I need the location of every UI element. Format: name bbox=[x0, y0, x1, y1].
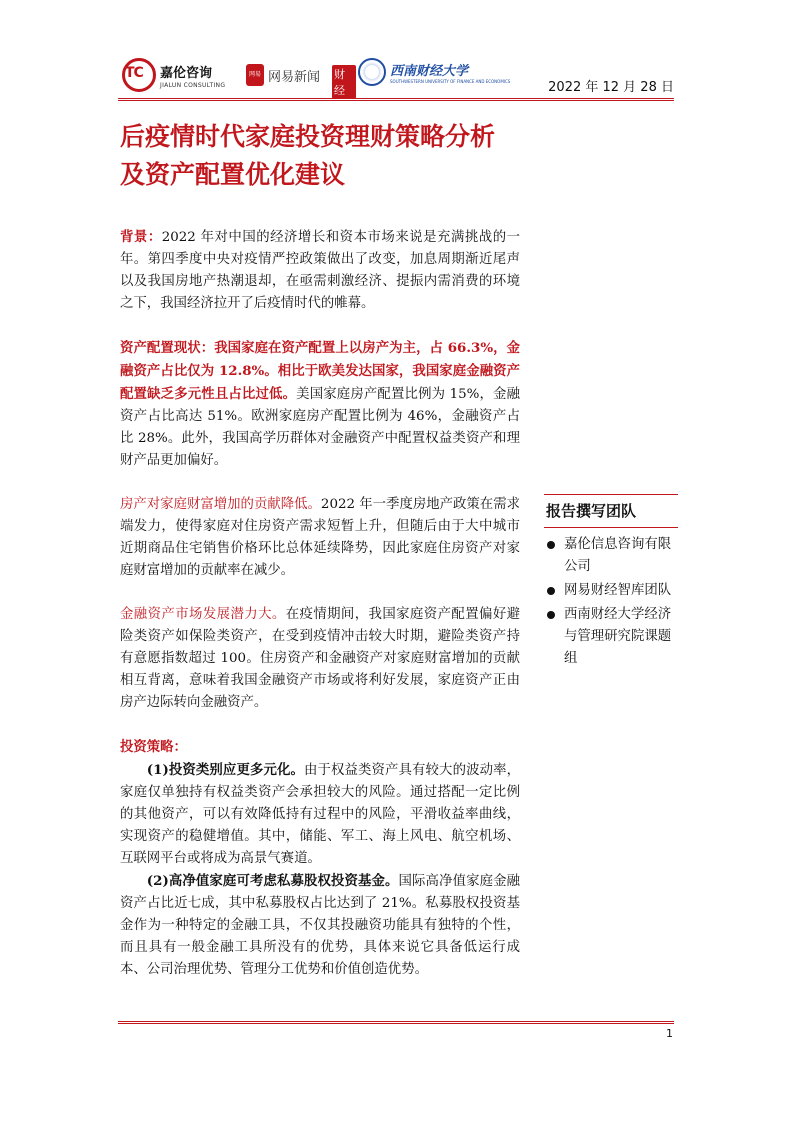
page-header bbox=[118, 54, 674, 98]
sidebar-item-netease bbox=[544, 580, 678, 602]
header-divider bbox=[118, 98, 674, 99]
header-divider-2 bbox=[118, 100, 674, 101]
main-content bbox=[120, 226, 520, 981]
strategy-item-2 bbox=[120, 870, 520, 981]
netease-logo-icon: 网易 bbox=[246, 64, 264, 86]
swufe-logo bbox=[358, 54, 511, 94]
jialun-logo-en: JIALUN CONSULTING bbox=[160, 82, 226, 89]
report-title-line2: 及资产配置优化建议 bbox=[120, 160, 346, 189]
swufe-logo-en: SOUTHWESTERN UNIVERSITY OF FINANCE AND ECONOMICS bbox=[390, 79, 511, 84]
housing-text: 2022 年一季度房地产政策在需求端发力，使得家庭对住房资产需求短暂上升，但随后由于大中城市近期商品住宅销售价格环比总体延续降势，因此家庭住房资产对家庭财富增加的贡献率在减少。 bbox=[120, 497, 520, 578]
background-paragraph bbox=[120, 226, 520, 315]
swufe-seal-icon bbox=[358, 58, 386, 86]
background-label: 背景： bbox=[120, 229, 162, 245]
housing-paragraph bbox=[120, 494, 520, 582]
netease-logo-text: 网易新闻 bbox=[268, 70, 321, 85]
sidebar-item-label: 西南财经大学经济与管理研究院课题组 bbox=[564, 607, 672, 666]
jialun-logo-mark: TC bbox=[125, 65, 143, 81]
strategy-label: 投资策略： bbox=[120, 739, 187, 755]
background-text: 2022 年对中国的经济增长和资本市场来说是充满挑战的一年。第四季度中央对疫情严控政策做出了改变，加息周期渐近尾声以及我国房地产热潮退却，在亟需刺激经济、提振内需消费的环境之下，我国经济拉开了后疫情时代的帷幕。 bbox=[120, 230, 520, 311]
bullet-icon bbox=[547, 541, 555, 549]
sidebar-item-label: 嘉伦信息咨询有限公司 bbox=[564, 537, 672, 574]
allocation-text: 美国家庭房产配置比例为 15%，金融资产占比高达 51%。欧洲家庭房产配置比例为 46%，金融资产占比 28%。此外，我国高学历群体对金融资产中配置权益类资产和理财产品更加偏好。 bbox=[120, 387, 520, 468]
report-title bbox=[120, 118, 640, 194]
finance-market-label: 金融资产市场发展潜力大。 bbox=[120, 607, 286, 622]
page-number: 1 bbox=[666, 1027, 673, 1040]
sidebar-item-jialun bbox=[544, 534, 678, 578]
sidebar-item-label: 网易财经智库团队 bbox=[564, 583, 672, 598]
netease-caijing-badge: 财经 bbox=[332, 65, 356, 99]
bullet-icon bbox=[547, 611, 555, 619]
sidebar-title-divider bbox=[544, 527, 678, 528]
housing-label: 房产对家庭财富增加的贡献降低。 bbox=[120, 497, 321, 512]
netease-logo bbox=[246, 60, 356, 97]
jialun-logo-cn: 嘉伦咨询 bbox=[160, 66, 213, 81]
strategy-item-2-head: (2)高净值家庭可考虑私募股权投资基金。 bbox=[146, 873, 399, 889]
sidebar-item-swufe bbox=[544, 604, 678, 670]
footer-divider-2 bbox=[118, 1023, 674, 1024]
finance-market-paragraph bbox=[120, 604, 520, 714]
strategy-item-1 bbox=[120, 759, 520, 870]
strategy-item-1-text: 由于权益类资产具有较大的波动率，家庭仅单独持有权益类资产会承担较大的风险。通过搭配一定比例的其他资产，可以有效降低持有过程中的风险，平滑收益率曲线，实现资产的稳健增值。其中，储能、军工、海上风电、航空机场、互联网平台或将成为高景气赛道。 bbox=[120, 763, 520, 866]
author-team-sidebar bbox=[544, 494, 678, 672]
finance-market-text: 在疫情期间，我国家庭资产配置偏好避险类资产如保险类资产，在受到疫情冲击较大时期，避险类资产持有意愿指数超过 100。住房资产和金融资产对家庭财富增加的贡献相互背离，意味着我国金融资产市场或将利好发展，家庭资产正由房产边际转向金融资产。 bbox=[120, 607, 521, 710]
allocation-paragraph bbox=[120, 337, 520, 472]
allocation-highlight: 资产配置现状：我国家庭在资产配置上以房产为主，占 66.3%，金融资产占比仅为 12.8%。相比于欧美发达国家，我国家庭金融资产配置缺乏多元性且占比过低。 bbox=[120, 340, 520, 402]
strategy-heading bbox=[120, 736, 520, 759]
bullet-icon bbox=[547, 587, 555, 595]
strategy-item-1-head: (1)投资类别应更多元化。 bbox=[146, 762, 304, 778]
swufe-logo-cn: 西南财经大学 bbox=[390, 64, 469, 79]
jialun-logo bbox=[122, 58, 240, 94]
strategy-item-2-text: 国际高净值家庭金融资产占比近七成，其中私募股权占比达到了 21%。私募股权投资基金作为一种特定的金融工具，不仅其投融资功能具有独特的个性，而且具有一般金融工具所没有的优势，具体来说它具备低运行成本、公司治理优势、管理分工优势和价值创造优势。 bbox=[120, 874, 520, 977]
report-date: 2022 年 12 月 28 日 bbox=[548, 80, 674, 95]
footer-divider bbox=[118, 1021, 674, 1022]
report-title-line1: 后疫情时代家庭投资理财策略分析 bbox=[120, 122, 496, 151]
sidebar-title: 报告撰写团队 bbox=[546, 502, 637, 520]
